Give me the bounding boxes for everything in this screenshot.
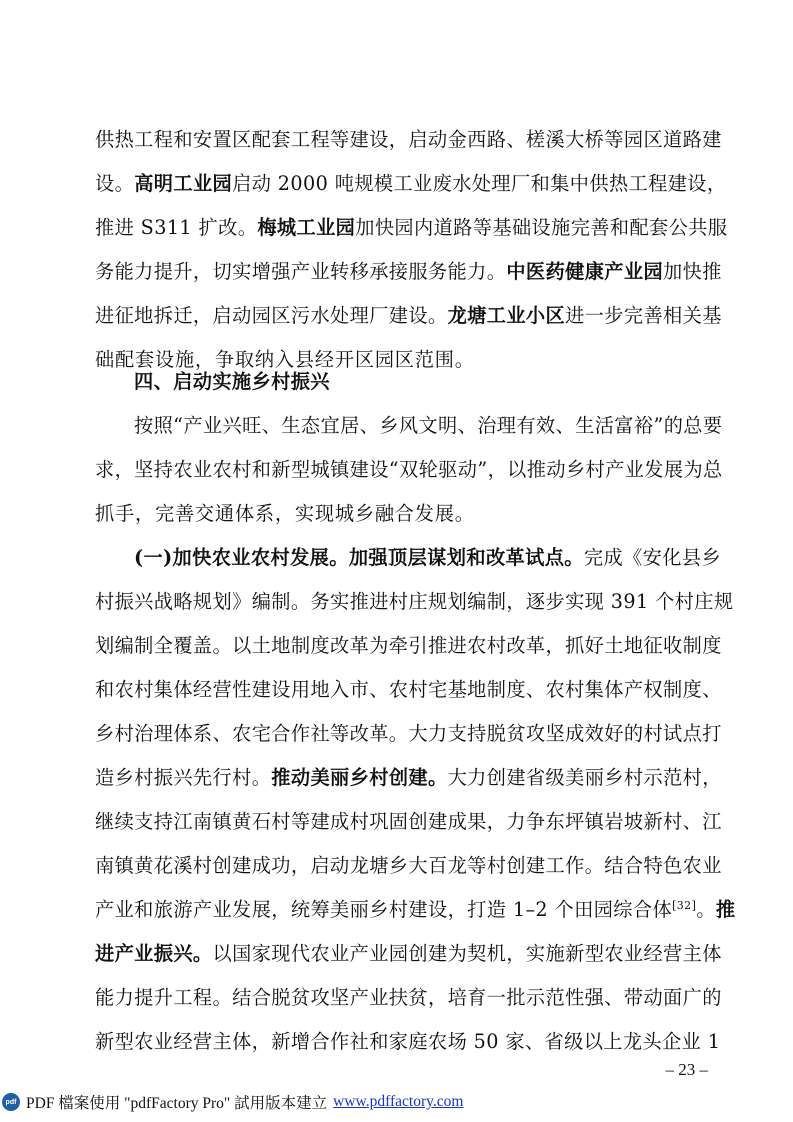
text-line: 乡村治理体系、农宅合作社等改革。大力支持脱贫攻坚成效好的村试点打 [95,722,722,745]
text-line: 村振兴战略规划》编制。务实推进村庄规划编制，逐步实现 391 个村庄规 [95,590,734,613]
pdffactory-footer [2,1089,463,1115]
bold-term: 进产业振兴。 [95,942,213,965]
text-line: 产业和旅游产业发展，统筹美丽乡村建设，打造 1–2 个田园综合体[32]。推 [95,898,736,921]
bold-term: 高明工业园 [134,172,233,195]
text-line: 继续支持江南镇黄石村等建成村巩固创建成果，力争东坪镇岩坡新村、江 [95,810,722,833]
bold-term: 推 [715,898,736,921]
bold-term: 龙塘工业小区 [447,304,566,327]
text-line: 造乡村振兴先行村。推动美丽乡村创建。大力创建省级美丽乡村示范村， [95,766,722,789]
text-line: 能力提升工程。结合脱贫攻坚产业扶贫，培育一批示范性强、带动面广的 [95,986,722,1009]
text-line: 求，坚持农业农村和新型城镇建设“双轮驱动”，以推动乡村产业发展为总 [95,458,723,481]
page-number: – 23 – [665,1060,708,1079]
bold-term: (一)加快农业农村发展。加强顶层谋划和改革试点。 [134,546,584,569]
text-line: 进征地拆迁，启动园区污水处理厂建设。龙塘工业小区进一步完善相关基 [95,304,722,327]
text-line: 按照“产业兴旺、生态宜居、乡风文明、治理有效、生活富裕”的总要 [134,414,723,437]
text-line: 设。高明工业园启动 2000 吨规模工业废水处理厂和集中供热工程建设， [95,172,727,195]
text-line: 础配套设施，争取纳入县经开区园区范围。 [95,348,475,371]
text-line: 和农村集体经营性建设用地入市、农村宅基地制度、农村集体产权制度、 [95,678,722,701]
text-line: 供热工程和安置区配套工程等建设，启动金西路、槎溪大桥等园区道路建 [95,128,722,151]
text-line: 划编制全覆盖。以土地制度改革为牵引推进农村改革，抓好土地征收制度 [95,634,722,657]
bold-term: 推动美丽乡村创建。 [271,766,448,789]
bold-term: 梅城工业园 [257,216,356,239]
pdffactory-link[interactable]: www.pdffactory.com [333,1093,464,1110]
footer-text: PDF 檔案使用 "pdfFactory Pro" 試用版本建立 [26,1095,328,1112]
text-line: 进产业振兴。以国家现代农业产业园创建为契机，实施新型农业经营主体 [95,942,722,965]
bold-term: 中医药健康产业园 [506,260,664,283]
citation-ref: [32] [672,899,697,912]
text-line: 务能力提升，切实增强产业转移承接服务能力。中医药健康产业园加快推 [95,260,722,283]
text-line: 推进 S311 扩改。梅城工业园加快园内道路等基础设施完善和配套公共服 [95,216,728,239]
pdf-logo-icon: pdf [2,1093,20,1111]
text-line: 抓手，完善交通体系，实现城乡融合发展。 [95,502,475,525]
text-line: 南镇黄花溪村创建成功，启动龙塘乡大百龙等村创建工作。结合特色农业 [95,854,722,877]
section-heading: 四、启动实施乡村振兴 [134,370,330,393]
text-line: 新型农业经营主体，新增合作社和家庭农场 50 家、省级以上龙头企业 1 [95,1030,721,1053]
text-line: (一)加快农业农村发展。加强顶层谋划和改革试点。完成《安化县乡 [134,546,722,569]
